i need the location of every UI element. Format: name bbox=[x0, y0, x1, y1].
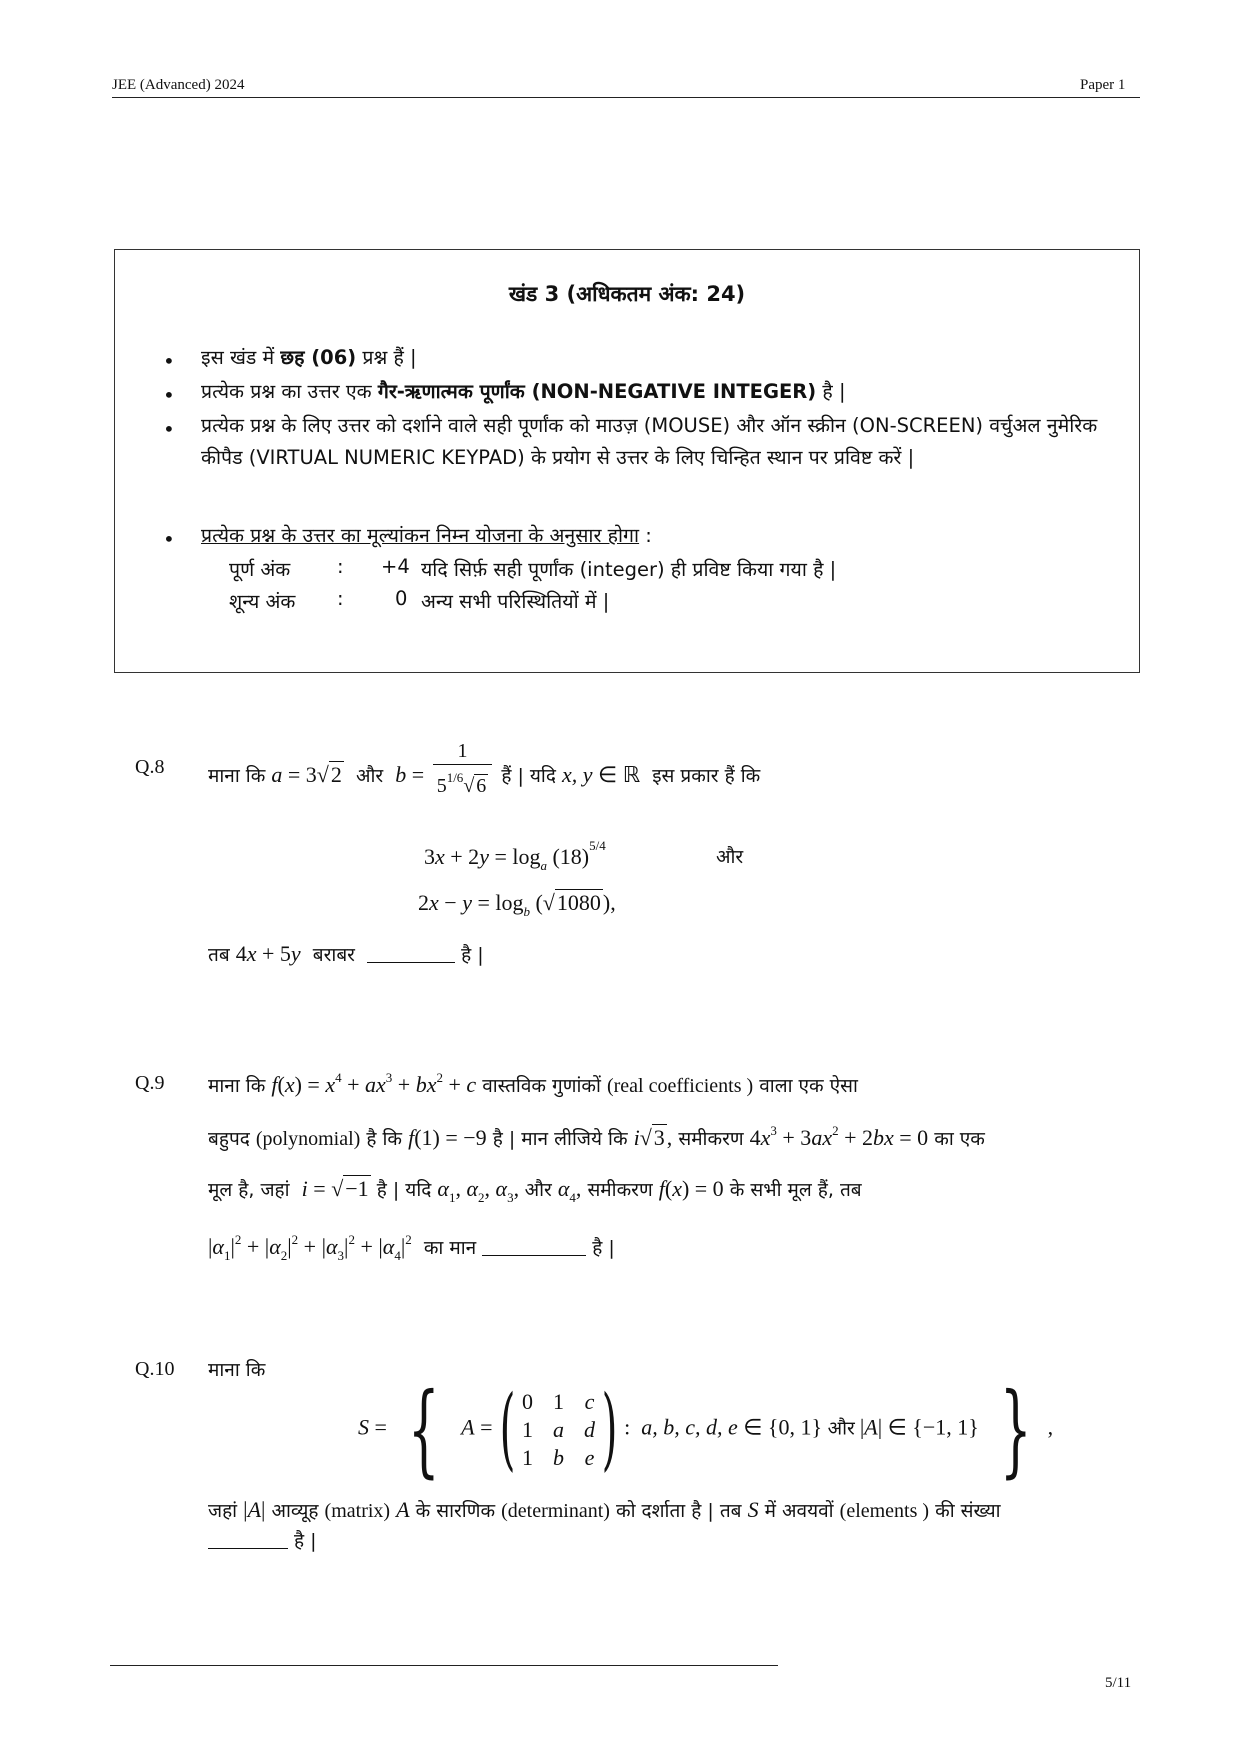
bullet-dot: • bbox=[163, 383, 175, 407]
page-number: 5/11 bbox=[1105, 1675, 1132, 1691]
bullet-3: प्रत्येक प्रश्न के लिए उत्तर को दर्शाने वाले सही पूर्णांक को माउज़ (MOUSE) और ऑन स्क्रीन (ON-SCREEN) वर्चुअल नुमेरिक कीपैड (VIRTUAL NUMERIC KEYPAD) के प्रयोग से उत्तर के लिए चिन्हित स्थान पर प्रविष्ट करें | bbox=[201, 414, 1098, 469]
question-number: Q.8 bbox=[135, 756, 165, 778]
q9-line-3: मूल है, जहां i = √−1 है | यदि $\alpha_1$, $\alpha_2$, $\alpha_3$, और $\alpha_4$, समीकरण f(x) = 0 के सभी मूल हैं, तब bbox=[208, 1176, 862, 1205]
marking-zero-label: शून्य अंक bbox=[229, 590, 296, 613]
header-rule bbox=[112, 97, 1140, 98]
q10-line-2: है | bbox=[208, 1527, 317, 1553]
answer-blank bbox=[208, 1530, 288, 1549]
marking-full-colon: : bbox=[337, 555, 344, 578]
answer-blank bbox=[482, 1237, 586, 1256]
section-instructions-box bbox=[114, 249, 1140, 673]
q9-line-4: $|\alpha_1|^2 + |\alpha_2|^2 + |\alpha_3|^2 + |\alpha_4|^2$ का मान है | bbox=[208, 1232, 615, 1263]
bullet-dot: • bbox=[163, 527, 175, 551]
bullet-2: प्रत्येक प्रश्न का उत्तर एक गैर-ऋणात्मक पूर्णांक (NON-NEGATIVE INTEGER) है | bbox=[201, 380, 846, 403]
header-exam-name: JEE (Advanced) 2024 bbox=[112, 77, 245, 93]
q8-conclusion: तब 4x + 5y बराबर है | bbox=[208, 941, 484, 966]
left-brace-icon: { bbox=[408, 1371, 441, 1488]
q10-intro: माना कि bbox=[208, 1359, 266, 1381]
q8-equation-2: $2x - y = \log_b (√1080)$, bbox=[418, 890, 616, 919]
marking-zero-colon: : bbox=[337, 587, 344, 610]
bullet-dot: • bbox=[163, 349, 175, 373]
marking-full-value: +4 bbox=[381, 555, 410, 578]
q8-equation-1: $3x + 2y = \log_a (18)^{5/4}$ bbox=[424, 838, 606, 873]
q10-set-definition: S = { A = ( 0 1 c 1 a d 1 b e ) : a, b, c, d, e ∈ {0, 1} और |A| ∈ {−1, 1} } , bbox=[358, 1371, 1054, 1488]
matrix-A: ( 0 1 c 1 a d 1 b e ) bbox=[499, 1376, 618, 1481]
marking-full-desc: यदि सिर्फ़ सही पूर्णांक (integer) ही प्रविष्ट किया गया है | bbox=[421, 558, 837, 581]
fraction-b: $\frac{1}{5^{1/6}√ 6}$ bbox=[433, 738, 493, 799]
q8-statement: माना कि a = 3√2 और b = $\frac{1}{5^{1/6}√ 6}$ हैं | यदि x, y ∈ ℝ इस प्रकार हैं कि bbox=[208, 740, 761, 797]
marking-full-label: पूर्ण अंक bbox=[229, 558, 291, 581]
marking-zero-value: 0 bbox=[395, 587, 408, 610]
marking-zero-desc: अन्य सभी परिस्थितियों में | bbox=[421, 590, 610, 613]
right-brace-icon: } bbox=[999, 1371, 1032, 1488]
bullet-4: प्रत्येक प्रश्न के उत्तर का मूल्यांकन निम्न योजना के अनुसार होगा : bbox=[201, 524, 652, 547]
footer-rule bbox=[110, 1665, 778, 1666]
question-number: Q.9 bbox=[135, 1072, 165, 1094]
header-paper: Paper 1 bbox=[1080, 77, 1126, 93]
bullet-1: इस खंड में छह (06) प्रश्न हैं | bbox=[201, 346, 417, 369]
bullet-dot: • bbox=[163, 417, 175, 441]
q10-line-1: जहां |A| आव्यूह (matrix) A के सारणिक (determinant) को दर्शाता है | तब S में अवयवों (elements ) की संख्या bbox=[208, 1497, 1001, 1522]
question-number: Q.10 bbox=[135, 1358, 175, 1380]
q8-eq-and: और bbox=[716, 846, 744, 868]
q9-line-1: माना कि $f(x) = x^4 + ax^3 + bx^2 + c$ वास्तविक गुणांकों (real coefficients ) वाला एक ऐसा bbox=[208, 1070, 858, 1097]
answer-blank bbox=[367, 944, 455, 963]
section-title: खंड 3 (अधिकतम अंक: 24) bbox=[508, 282, 746, 306]
q9-line-2: बहुपद (polynomial) है कि f(1) = −9 है | मान लीजिये कि i√3, समीकरण $4x^3 + 3ax^2 + 2bx = 0$ का एक bbox=[208, 1123, 985, 1150]
